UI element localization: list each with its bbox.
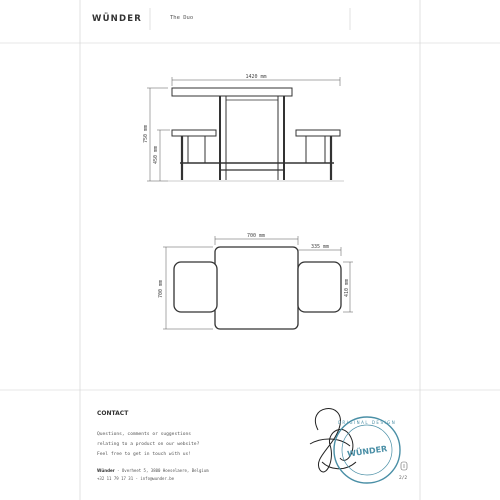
front-elevation xyxy=(168,88,344,181)
brand-logo: WÜNDER xyxy=(92,14,142,24)
wunder-stamp xyxy=(334,417,400,483)
dim-front-height: 750 mm xyxy=(143,124,149,144)
page-number: 2/2 xyxy=(399,476,408,481)
stamp-ring-text: ORIGINAL DESIGN xyxy=(337,420,397,425)
stamp-brand: WÜNDER xyxy=(346,444,388,459)
left-bench-plan xyxy=(174,262,217,312)
signature-scribble xyxy=(310,409,356,472)
dim-top-depth: 700 mm xyxy=(158,279,164,299)
contact-line: Feel free to get in touch with us! xyxy=(97,452,192,457)
dim-top-width: 700 mm xyxy=(246,233,266,239)
dim-seat-width: 335 mm xyxy=(310,244,330,250)
contact-line: relating to a product on our website? xyxy=(97,442,200,447)
company-address xyxy=(97,468,209,473)
contact-line: Questions, comments or suggestions xyxy=(97,432,192,437)
small-logo-icon xyxy=(401,462,407,470)
contact-heading: CONTACT xyxy=(97,410,129,417)
dim-seat-depth: 410 mm xyxy=(344,278,350,298)
plan-view xyxy=(174,247,341,329)
phone-email[interactable]: +32 11 79 17 31 - info@wunder.be xyxy=(97,476,175,481)
company-name: Wünder xyxy=(97,468,115,473)
left-bench-side xyxy=(172,130,216,136)
product-name: The Duo xyxy=(170,15,194,21)
dim-front-width: 1420 mm xyxy=(245,74,267,80)
right-bench-plan xyxy=(298,262,341,312)
right-bench-side xyxy=(296,130,340,136)
table-top-side xyxy=(172,88,292,96)
table-top-plan xyxy=(215,247,298,329)
contact-message xyxy=(97,430,257,460)
dim-seat-height: 450 mm xyxy=(153,145,159,165)
address-text: - Overheet 5, 3800 Hoeselaere, Belgium xyxy=(114,468,209,473)
